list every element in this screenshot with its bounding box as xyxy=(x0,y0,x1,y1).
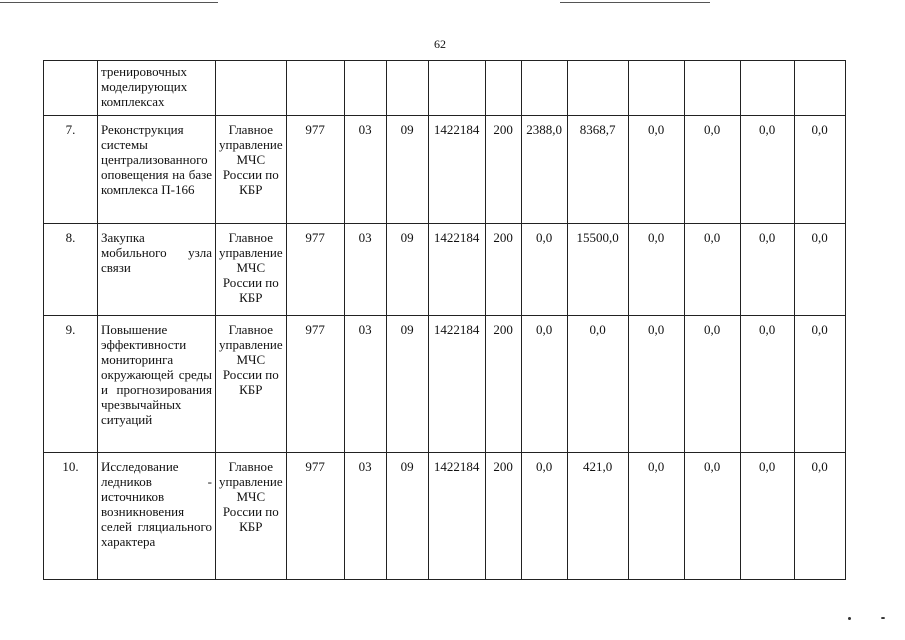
cell-value: 0,0 xyxy=(684,453,740,580)
cell-executor: Главное управление МЧС России по КБР xyxy=(216,453,287,580)
cell-name: Закупка мобильного узла связи xyxy=(98,224,216,316)
cell-number: 9. xyxy=(44,316,98,453)
cell-grbs: 977 xyxy=(286,116,344,224)
table-row xyxy=(44,224,846,316)
cell-number: 7. xyxy=(44,116,98,224)
cell-grbs: 977 xyxy=(286,453,344,580)
cell-value: 0,0 xyxy=(684,116,740,224)
cell-value: 0,0 xyxy=(794,316,845,453)
cell-executor: Главное управление МЧС России по КБР xyxy=(216,116,287,224)
cell-vr: 200 xyxy=(485,224,521,316)
cell-vr: 200 xyxy=(485,453,521,580)
cell-number: 10. xyxy=(44,453,98,580)
cell-value: 0,0 xyxy=(740,316,794,453)
cell-value: 0,0 xyxy=(740,116,794,224)
cell-value: 0,0 xyxy=(521,316,567,453)
cell-value: 0,0 xyxy=(794,224,845,316)
cell-vr: 200 xyxy=(485,116,521,224)
cell-number: 8. xyxy=(44,224,98,316)
cell-value: 0,0 xyxy=(794,453,845,580)
cell-value: 0,0 xyxy=(740,224,794,316)
cell-name: Реконструкция системы централизованного оповещения на базе комплекса П-166 xyxy=(98,116,216,224)
cell-value: 0,0 xyxy=(628,116,684,224)
cell-pr: 09 xyxy=(386,453,428,580)
cell-number xyxy=(44,61,98,116)
page-number: 62 xyxy=(434,37,446,51)
table-row xyxy=(44,61,846,116)
cell-value: 0,0 xyxy=(684,316,740,453)
cell-value: 2388,0 xyxy=(521,116,567,224)
cell-executor: Главное управление МЧС России по КБР xyxy=(216,316,287,453)
cell-rz: 03 xyxy=(344,116,386,224)
cell-grbs: 977 xyxy=(286,224,344,316)
table-row xyxy=(44,316,846,453)
scan-speck xyxy=(881,617,885,619)
cell-pr: 09 xyxy=(386,224,428,316)
cell-vr: 200 xyxy=(485,316,521,453)
cell-pr: 09 xyxy=(386,316,428,453)
scan-edge-line xyxy=(560,2,710,3)
cell-value: 421,0 xyxy=(567,453,628,580)
cell-rz: 03 xyxy=(344,316,386,453)
cell-csr: 1422184 xyxy=(428,224,485,316)
scan-edge-line xyxy=(0,2,218,3)
cell-value: 0,0 xyxy=(684,224,740,316)
cell-value: 0,0 xyxy=(740,453,794,580)
cell-name: Повышение эффективности мониторинга окружающей среды и прогнозирования чрезвычайных ситуаций xyxy=(98,316,216,453)
cell-rz: 03 xyxy=(344,453,386,580)
cell-pr: 09 xyxy=(386,116,428,224)
cell-rz: 03 xyxy=(344,224,386,316)
cell-name: тренировочных моделирующих комплексах xyxy=(98,61,216,116)
cell-value: 8368,7 xyxy=(567,116,628,224)
cell-value: 15500,0 xyxy=(567,224,628,316)
cell-csr: 1422184 xyxy=(428,316,485,453)
cell-value: 0,0 xyxy=(628,453,684,580)
cell-executor: Главное управление МЧС России по КБР xyxy=(216,224,287,316)
cell-value: 0,0 xyxy=(628,316,684,453)
cell-value: 0,0 xyxy=(521,224,567,316)
cell-name: Исследование ледников - источников возникновения селей гляциального характера xyxy=(98,453,216,580)
budget-table xyxy=(43,60,846,580)
cell-value: 0,0 xyxy=(567,316,628,453)
cell-value: 0,0 xyxy=(794,116,845,224)
cell-value: 0,0 xyxy=(628,224,684,316)
cell-grbs: 977 xyxy=(286,316,344,453)
table-row xyxy=(44,453,846,580)
cell-value: 0,0 xyxy=(521,453,567,580)
cell-csr: 1422184 xyxy=(428,453,485,580)
cell-csr: 1422184 xyxy=(428,116,485,224)
scan-speck xyxy=(848,617,851,620)
table-row xyxy=(44,116,846,224)
